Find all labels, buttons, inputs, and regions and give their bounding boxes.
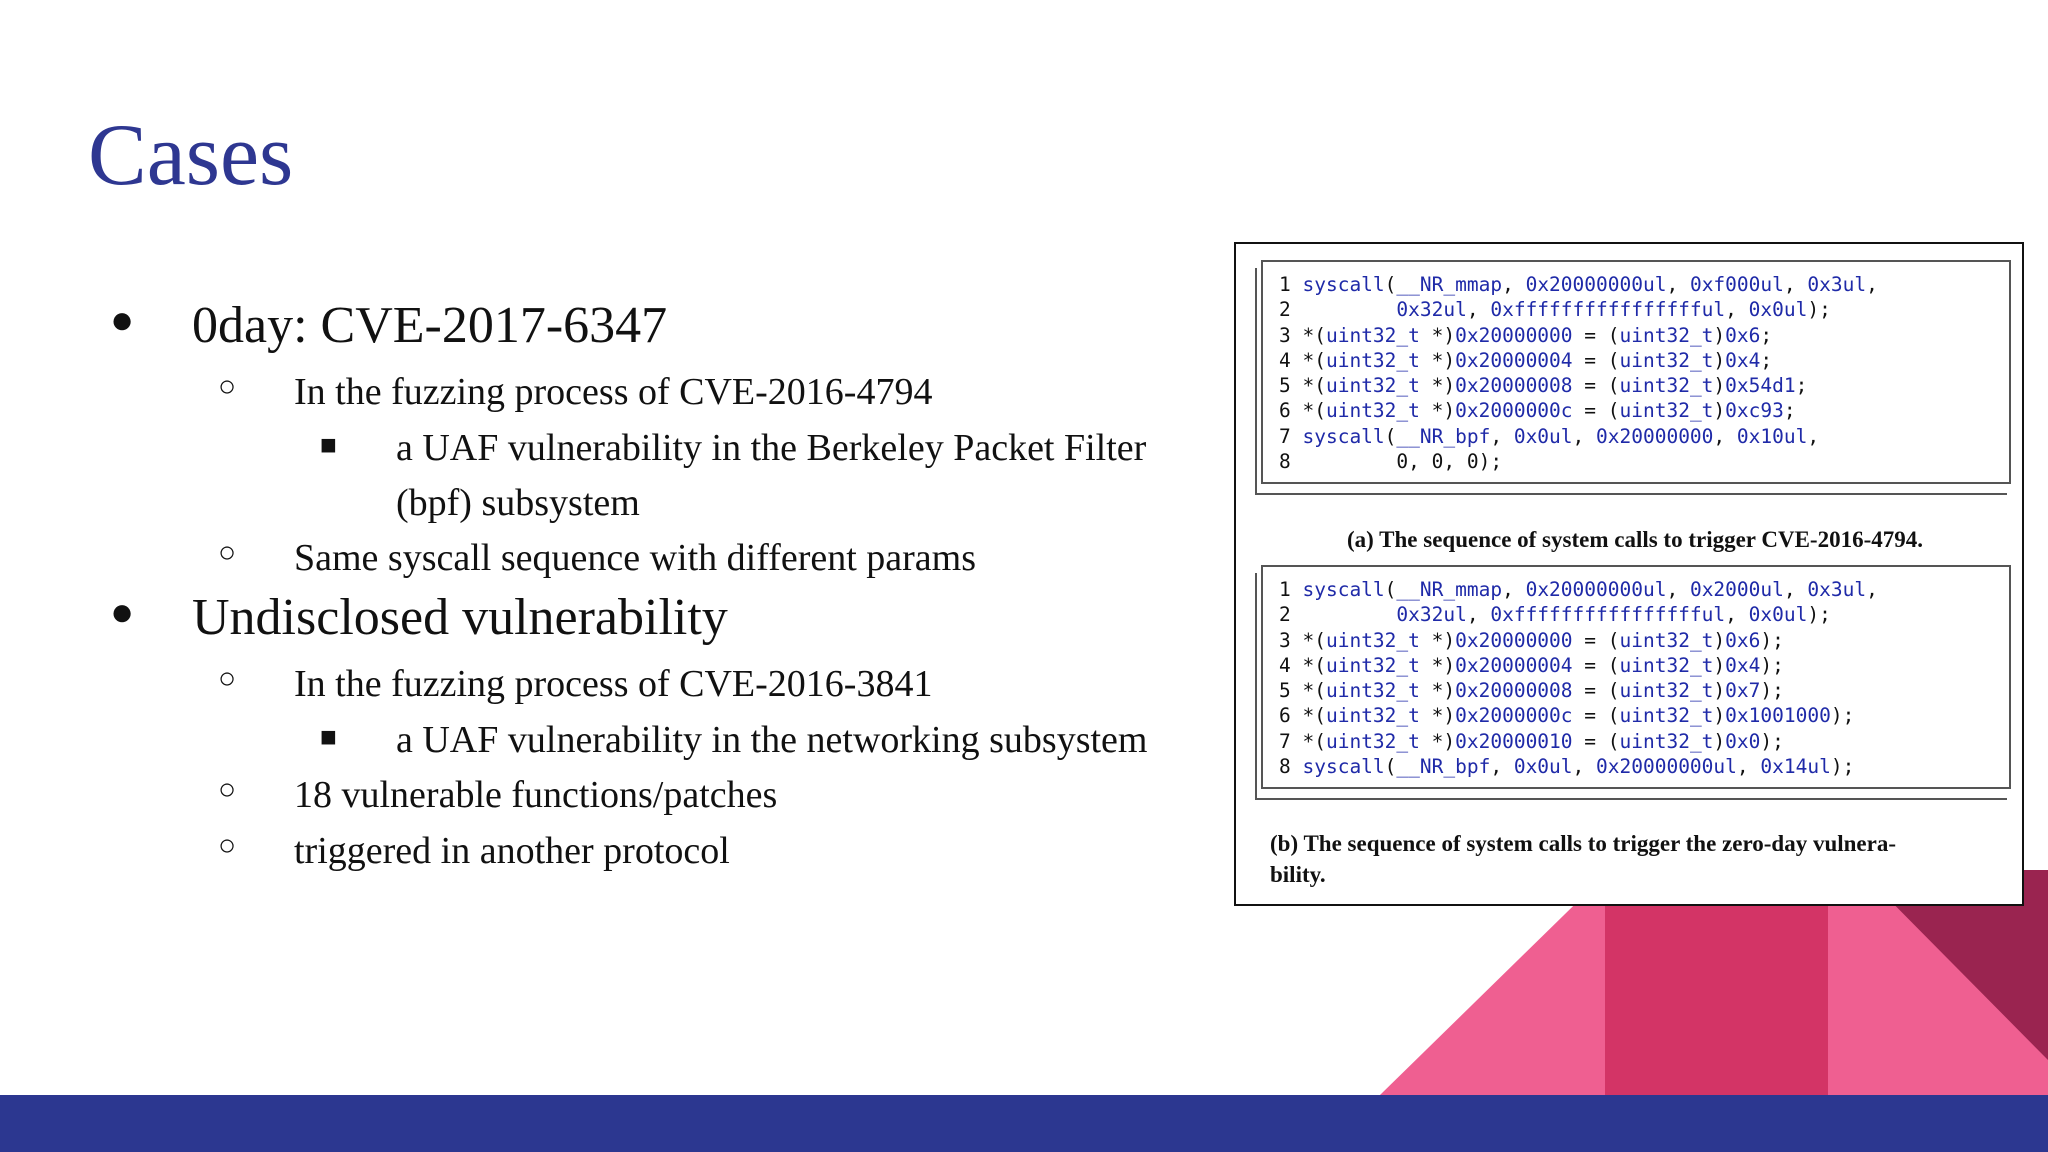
- code-line: 5 *(uint32_t *)0x20000008 = (uint32_t)0x7);: [1279, 679, 1784, 703]
- bullet-text: 0day: CVE-2017-6347: [192, 297, 668, 354]
- code-line: 2 0x32ul, 0xfffffffffffffffful, 0x0ul);: [1279, 298, 1831, 322]
- slide-title: Cases: [88, 107, 294, 204]
- bullet-text: triggered in another protocol: [294, 830, 730, 872]
- bullet-text: (bpf) subsystem: [396, 482, 640, 524]
- bullet-marker-square: ■: [320, 430, 337, 461]
- bullet-marker-square: ■: [320, 722, 337, 753]
- code-line: 8 syscall(__NR_bpf, 0x0ul, 0x20000000ul, 0x14ul);: [1279, 755, 1855, 779]
- bullet-text: In the fuzzing process of CVE-2016-4794: [294, 371, 933, 413]
- bullet-text: In the fuzzing process of CVE-2016-3841: [294, 663, 933, 705]
- code-line: 1 syscall(__NR_mmap, 0x20000000ul, 0xf000ul, 0x3ul,: [1279, 273, 1878, 296]
- code-figure: [1234, 242, 2024, 906]
- code-line: 3 *(uint32_t *)0x20000000 = (uint32_t)0x6);: [1279, 628, 1784, 652]
- bullet-text: 18 vulnerable functions/patches: [294, 774, 778, 816]
- caption-b-line2: bility.: [1270, 862, 1326, 887]
- code-line: 4 *(uint32_t *)0x20000004 = (uint32_t)0x4);: [1279, 653, 1784, 677]
- bullet-marker-circle: ○: [218, 773, 237, 806]
- bullet-marker-circle: ○: [218, 662, 237, 695]
- bullet-text: a UAF vulnerability in the Berkeley Packet Filter: [396, 427, 1147, 469]
- code-listing-a: [1261, 260, 2011, 484]
- code-line: 3 *(uint32_t *)0x20000000 = (uint32_t)0x6;: [1279, 323, 1773, 347]
- bottom-bar: [0, 1095, 2048, 1152]
- code-line: 8 0, 0, 0);: [1279, 450, 1503, 474]
- bullet-marker-disc: ●: [110, 297, 135, 342]
- code-listing-b: [1261, 565, 2011, 789]
- code-line: 4 *(uint32_t *)0x20000004 = (uint32_t)0x4;: [1279, 348, 1773, 372]
- code-line: 5 *(uint32_t *)0x20000008 = (uint32_t)0x54d1;: [1279, 374, 1808, 398]
- bullet-marker-circle: ○: [218, 536, 237, 569]
- code-line: 1 syscall(__NR_mmap, 0x20000000ul, 0x2000ul, 0x3ul,: [1279, 578, 1878, 601]
- bullet-text: Same syscall sequence with different params: [294, 537, 977, 579]
- code-line: 6 *(uint32_t *)0x2000000c = (uint32_t)0xc93;: [1279, 399, 1796, 423]
- caption-a: (a) The sequence of system calls to trigger CVE-2016-4794.: [1347, 527, 1923, 552]
- bullet-marker-circle: ○: [218, 829, 237, 862]
- bullet-marker-circle: ○: [218, 370, 237, 403]
- bullet-marker-disc: ●: [110, 589, 135, 634]
- code-line: 7 *(uint32_t *)0x20000010 = (uint32_t)0x0);: [1279, 729, 1784, 753]
- bullet-text: Undisclosed vulnerability: [192, 589, 728, 646]
- bullet-text: a UAF vulnerability in the networking subsystem: [396, 719, 1148, 761]
- code-line: 7 syscall(__NR_bpf, 0x0ul, 0x20000000, 0x10ul,: [1279, 424, 1820, 448]
- code-line: 2 0x32ul, 0xfffffffffffffffful, 0x0ul);: [1279, 603, 1831, 627]
- code-line: 6 *(uint32_t *)0x2000000c = (uint32_t)0x1001000);: [1279, 704, 1855, 728]
- caption-b-line1: (b) The sequence of system calls to trigger the zero-day vulnera-: [1270, 831, 1897, 856]
